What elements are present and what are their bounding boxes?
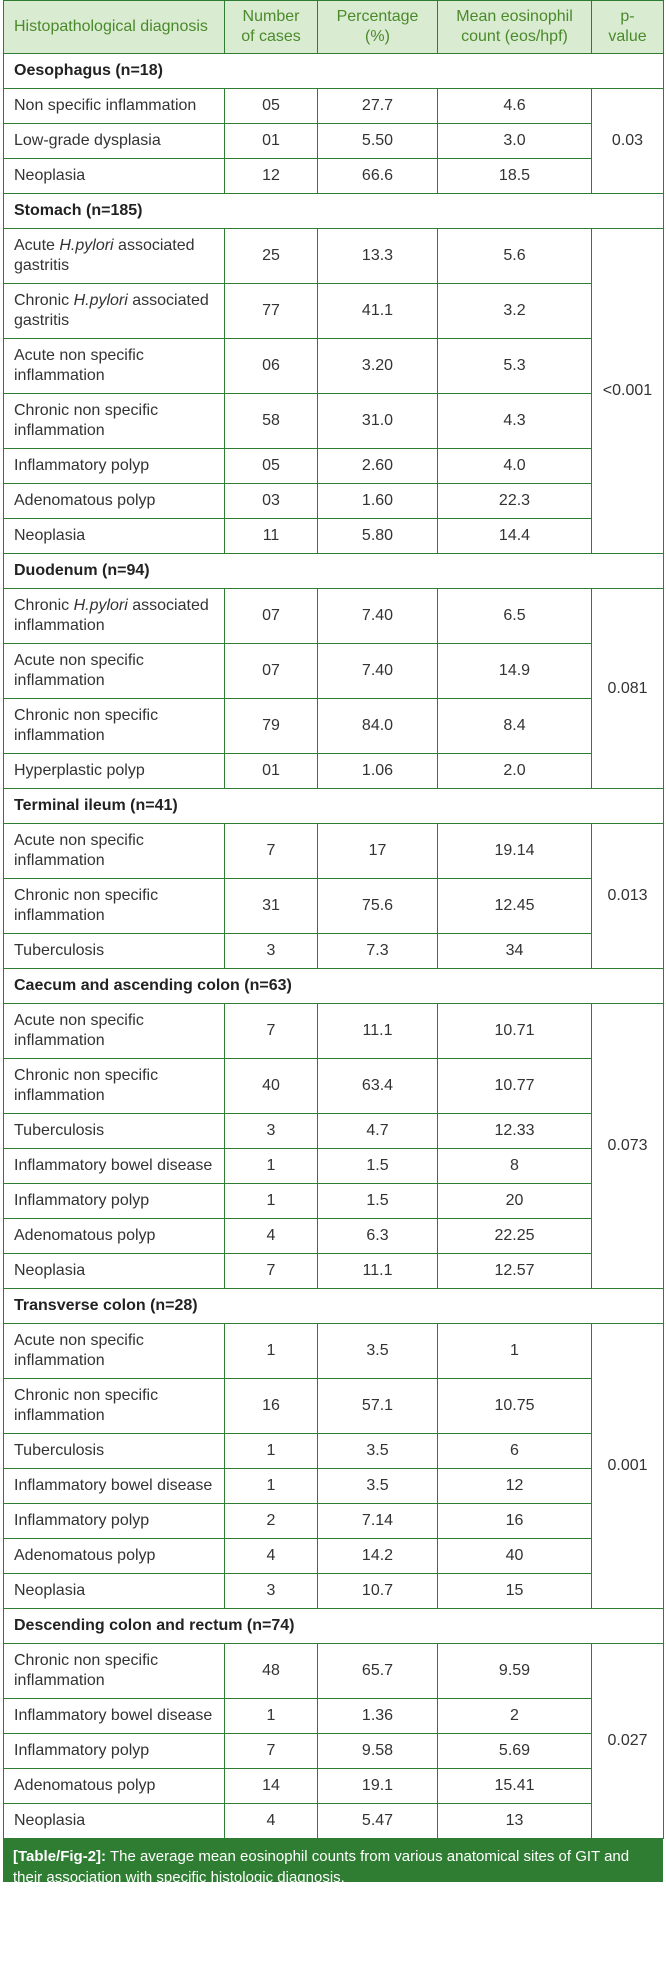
percentage-cell: 9.58 (318, 1734, 438, 1769)
diagnosis-cell: Chronic non specific inflammation (4, 394, 225, 449)
table-caption (3, 1839, 663, 1886)
section-row (4, 789, 664, 824)
caption-text: The average mean eosinophil counts from various anatomical sites of GIT and their association with specific histologic diagnosis. (13, 1848, 630, 1886)
cases-cell: 01 (225, 754, 318, 789)
table-row (4, 1379, 664, 1434)
percentage-cell: 11.1 (318, 1254, 438, 1289)
diagnosis-cell: Tuberculosis (4, 1434, 225, 1469)
p-value-cell: 0.013 (592, 824, 664, 969)
cases-cell: 7 (225, 1004, 318, 1059)
table-row (4, 394, 664, 449)
mean-eosinophil-cell: 34 (438, 934, 592, 969)
mean-eosinophil-cell: 5.3 (438, 339, 592, 394)
cases-cell: 05 (225, 449, 318, 484)
section-row (4, 1609, 664, 1644)
diagnosis-cell: Tuberculosis (4, 1114, 225, 1149)
percentage-cell: 1.06 (318, 754, 438, 789)
table-header-row (4, 1, 664, 54)
p-value-cell: 0.073 (592, 1004, 664, 1289)
cases-cell: 1 (225, 1324, 318, 1379)
percentage-cell: 19.1 (318, 1769, 438, 1804)
cases-cell: 11 (225, 519, 318, 554)
table-row (4, 1004, 664, 1059)
diagnosis-table (3, 0, 664, 1839)
table-row (4, 1734, 664, 1769)
diagnosis-cell: Inflammatory polyp (4, 1504, 225, 1539)
diagnosis-cell: Inflammatory polyp (4, 1184, 225, 1219)
section-row (4, 969, 664, 1004)
cases-cell: 40 (225, 1059, 318, 1114)
table-row (4, 824, 664, 879)
table-row (4, 1769, 664, 1804)
percentage-cell: 1.60 (318, 484, 438, 519)
table-row (4, 1184, 664, 1219)
cases-cell: 79 (225, 699, 318, 754)
cases-cell: 3 (225, 934, 318, 969)
diagnosis-cell: Neoplasia (4, 519, 225, 554)
cases-cell: 1 (225, 1149, 318, 1184)
cases-cell: 1 (225, 1469, 318, 1504)
table-row (4, 754, 664, 789)
percentage-cell: 5.47 (318, 1804, 438, 1839)
table-row (4, 1504, 664, 1539)
diagnosis-cell: Acute non specific inflammation (4, 1004, 225, 1059)
cases-cell: 58 (225, 394, 318, 449)
diagnosis-cell: Inflammatory polyp (4, 449, 225, 484)
mean-eosinophil-cell: 5.69 (438, 1734, 592, 1769)
mean-eosinophil-cell: 15 (438, 1574, 592, 1609)
table-row (4, 1114, 664, 1149)
percentage-cell: 10.7 (318, 1574, 438, 1609)
mean-eosinophil-cell: 6.5 (438, 589, 592, 644)
percentage-cell: 14.2 (318, 1539, 438, 1574)
percentage-cell: 6.3 (318, 1219, 438, 1254)
table-row (4, 339, 664, 394)
cases-cell: 7 (225, 1254, 318, 1289)
p-value-cell: <0.001 (592, 229, 664, 554)
table-row (4, 449, 664, 484)
percentage-cell: 4.7 (318, 1114, 438, 1149)
mean-eosinophil-cell: 12 (438, 1469, 592, 1504)
header-cases: Number of cases (225, 1, 318, 54)
diagnosis-cell: Adenomatous polyp (4, 1219, 225, 1254)
mean-eosinophil-cell: 4.3 (438, 394, 592, 449)
section-title: Oesophagus (n=18) (4, 54, 664, 89)
section-row (4, 54, 664, 89)
diagnosis-cell: Neoplasia (4, 1254, 225, 1289)
percentage-cell: 57.1 (318, 1379, 438, 1434)
percentage-cell: 1.5 (318, 1149, 438, 1184)
percentage-cell: 1.36 (318, 1699, 438, 1734)
section-row (4, 554, 664, 589)
mean-eosinophil-cell: 3.0 (438, 124, 592, 159)
cases-cell: 1 (225, 1434, 318, 1469)
document (3, 0, 663, 1886)
table-row (4, 159, 664, 194)
mean-eosinophil-cell: 19.14 (438, 824, 592, 879)
diagnosis-cell: Acute non specific inflammation (4, 824, 225, 879)
table-row (4, 1644, 664, 1699)
percentage-cell: 27.7 (318, 89, 438, 124)
cases-cell: 31 (225, 879, 318, 934)
mean-eosinophil-cell: 14.9 (438, 644, 592, 699)
header-percentage: Percentage (%) (318, 1, 438, 54)
table-row (4, 879, 664, 934)
mean-eosinophil-cell: 16 (438, 1504, 592, 1539)
cases-cell: 77 (225, 284, 318, 339)
cases-cell: 07 (225, 644, 318, 699)
table-row (4, 699, 664, 754)
cases-cell: 4 (225, 1804, 318, 1839)
diagnosis-cell: Adenomatous polyp (4, 1769, 225, 1804)
cases-cell: 1 (225, 1184, 318, 1219)
diagnosis-cell: Non specific inflammation (4, 89, 225, 124)
percentage-cell: 7.40 (318, 589, 438, 644)
mean-eosinophil-cell: 3.2 (438, 284, 592, 339)
cases-cell: 01 (225, 124, 318, 159)
diagnosis-cell: Chronic non specific inflammation (4, 879, 225, 934)
table-row (4, 284, 664, 339)
percentage-cell: 5.80 (318, 519, 438, 554)
percentage-cell: 75.6 (318, 879, 438, 934)
mean-eosinophil-cell: 8.4 (438, 699, 592, 754)
mean-eosinophil-cell: 12.57 (438, 1254, 592, 1289)
header-mean-eosinophil: Mean eosinophil count (eos/hpf) (438, 1, 592, 54)
percentage-cell: 3.5 (318, 1434, 438, 1469)
table-row (4, 1539, 664, 1574)
section-title: Caecum and ascending colon (n=63) (4, 969, 664, 1004)
mean-eosinophil-cell: 10.71 (438, 1004, 592, 1059)
p-value-cell: 0.027 (592, 1644, 664, 1839)
cases-cell: 06 (225, 339, 318, 394)
percentage-cell: 2.60 (318, 449, 438, 484)
mean-eosinophil-cell: 2.0 (438, 754, 592, 789)
cases-cell: 2 (225, 1504, 318, 1539)
section-title: Transverse colon (n=28) (4, 1289, 664, 1324)
percentage-cell: 41.1 (318, 284, 438, 339)
mean-eosinophil-cell: 13 (438, 1804, 592, 1839)
cases-cell: 1 (225, 1699, 318, 1734)
cases-cell: 25 (225, 229, 318, 284)
table-row (4, 1574, 664, 1609)
p-value-cell: 0.001 (592, 1324, 664, 1609)
percentage-cell: 1.5 (318, 1184, 438, 1219)
header-p-value: p-value (592, 1, 664, 54)
p-value-cell: 0.081 (592, 589, 664, 789)
diagnosis-cell: Acute non specific inflammation (4, 339, 225, 394)
mean-eosinophil-cell: 15.41 (438, 1769, 592, 1804)
diagnosis-cell: Adenomatous polyp (4, 484, 225, 519)
diagnosis-cell: Chronic non specific inflammation (4, 1644, 225, 1699)
percentage-cell: 3.5 (318, 1469, 438, 1504)
diagnosis-cell: Neoplasia (4, 1804, 225, 1839)
cases-cell: 3 (225, 1574, 318, 1609)
cases-cell: 4 (225, 1219, 318, 1254)
diagnosis-cell: Hyperplastic polyp (4, 754, 225, 789)
table-row (4, 934, 664, 969)
mean-eosinophil-cell: 20 (438, 1184, 592, 1219)
mean-eosinophil-cell: 5.6 (438, 229, 592, 284)
percentage-cell: 3.20 (318, 339, 438, 394)
cases-cell: 7 (225, 1734, 318, 1769)
percentage-cell: 17 (318, 824, 438, 879)
cases-cell: 4 (225, 1539, 318, 1574)
table-body (4, 54, 664, 1839)
mean-eosinophil-cell: 14.4 (438, 519, 592, 554)
diagnosis-cell: Neoplasia (4, 1574, 225, 1609)
percentage-cell: 5.50 (318, 124, 438, 159)
diagnosis-cell: Inflammatory bowel disease (4, 1699, 225, 1734)
section-title: Descending colon and rectum (n=74) (4, 1609, 664, 1644)
table-row (4, 1324, 664, 1379)
table-row (4, 229, 664, 284)
table-row (4, 89, 664, 124)
cases-cell: 03 (225, 484, 318, 519)
cases-cell: 12 (225, 159, 318, 194)
diagnosis-cell: Tuberculosis (4, 934, 225, 969)
table-row (4, 589, 664, 644)
p-value-cell: 0.03 (592, 89, 664, 194)
diagnosis-cell: Inflammatory bowel disease (4, 1149, 225, 1184)
caption-label: [Table/Fig-2]: (13, 1848, 107, 1865)
mean-eosinophil-cell: 12.45 (438, 879, 592, 934)
diagnosis-cell: Chronic non specific inflammation (4, 1379, 225, 1434)
table-row (4, 1469, 664, 1504)
diagnosis-cell: Inflammatory bowel disease (4, 1469, 225, 1504)
percentage-cell: 7.14 (318, 1504, 438, 1539)
diagnosis-cell: Chronic non specific inflammation (4, 699, 225, 754)
table-row (4, 1219, 664, 1254)
section-title: Stomach (n=185) (4, 194, 664, 229)
mean-eosinophil-cell: 4.6 (438, 89, 592, 124)
mean-eosinophil-cell: 12.33 (438, 1114, 592, 1149)
header-diagnosis: Histopathological diagnosis (4, 1, 225, 54)
percentage-cell: 3.5 (318, 1324, 438, 1379)
cases-cell: 05 (225, 89, 318, 124)
mean-eosinophil-cell: 9.59 (438, 1644, 592, 1699)
diagnosis-cell: Acute non specific inflammation (4, 1324, 225, 1379)
table-row (4, 1059, 664, 1114)
percentage-cell: 31.0 (318, 394, 438, 449)
percentage-cell: 66.6 (318, 159, 438, 194)
mean-eosinophil-cell: 6 (438, 1434, 592, 1469)
mean-eosinophil-cell: 1 (438, 1324, 592, 1379)
percentage-cell: 11.1 (318, 1004, 438, 1059)
percentage-cell: 63.4 (318, 1059, 438, 1114)
table-row (4, 644, 664, 699)
percentage-cell: 13.3 (318, 229, 438, 284)
percentage-cell: 7.3 (318, 934, 438, 969)
mean-eosinophil-cell: 22.25 (438, 1219, 592, 1254)
mean-eosinophil-cell: 10.77 (438, 1059, 592, 1114)
cases-cell: 16 (225, 1379, 318, 1434)
percentage-cell: 65.7 (318, 1644, 438, 1699)
section-row (4, 1289, 664, 1324)
cases-cell: 14 (225, 1769, 318, 1804)
table-row (4, 519, 664, 554)
cases-cell: 7 (225, 824, 318, 879)
diagnosis-cell: Neoplasia (4, 159, 225, 194)
cases-cell: 07 (225, 589, 318, 644)
section-row (4, 194, 664, 229)
percentage-cell: 7.40 (318, 644, 438, 699)
mean-eosinophil-cell: 22.3 (438, 484, 592, 519)
diagnosis-cell: Low-grade dysplasia (4, 124, 225, 159)
mean-eosinophil-cell: 8 (438, 1149, 592, 1184)
table-row (4, 1434, 664, 1469)
mean-eosinophil-cell: 40 (438, 1539, 592, 1574)
mean-eosinophil-cell: 2 (438, 1699, 592, 1734)
percentage-cell: 84.0 (318, 699, 438, 754)
diagnosis-cell: Chronic H.pylori associated gastritis (4, 284, 225, 339)
table-row (4, 1149, 664, 1184)
section-title: Terminal ileum (n=41) (4, 789, 664, 824)
mean-eosinophil-cell: 18.5 (438, 159, 592, 194)
mean-eosinophil-cell: 10.75 (438, 1379, 592, 1434)
cases-cell: 48 (225, 1644, 318, 1699)
table-row (4, 1804, 664, 1839)
table-row (4, 1699, 664, 1734)
table-row (4, 124, 664, 159)
mean-eosinophil-cell: 4.0 (438, 449, 592, 484)
table-row (4, 484, 664, 519)
diagnosis-cell: Acute non specific inflammation (4, 644, 225, 699)
diagnosis-cell: Adenomatous polyp (4, 1539, 225, 1574)
diagnosis-cell: Inflammatory polyp (4, 1734, 225, 1769)
diagnosis-cell: Chronic H.pylori associated inflammation (4, 589, 225, 644)
diagnosis-cell: Acute H.pylori associated gastritis (4, 229, 225, 284)
diagnosis-cell: Chronic non specific inflammation (4, 1059, 225, 1114)
section-title: Duodenum (n=94) (4, 554, 664, 589)
cases-cell: 3 (225, 1114, 318, 1149)
table-row (4, 1254, 664, 1289)
